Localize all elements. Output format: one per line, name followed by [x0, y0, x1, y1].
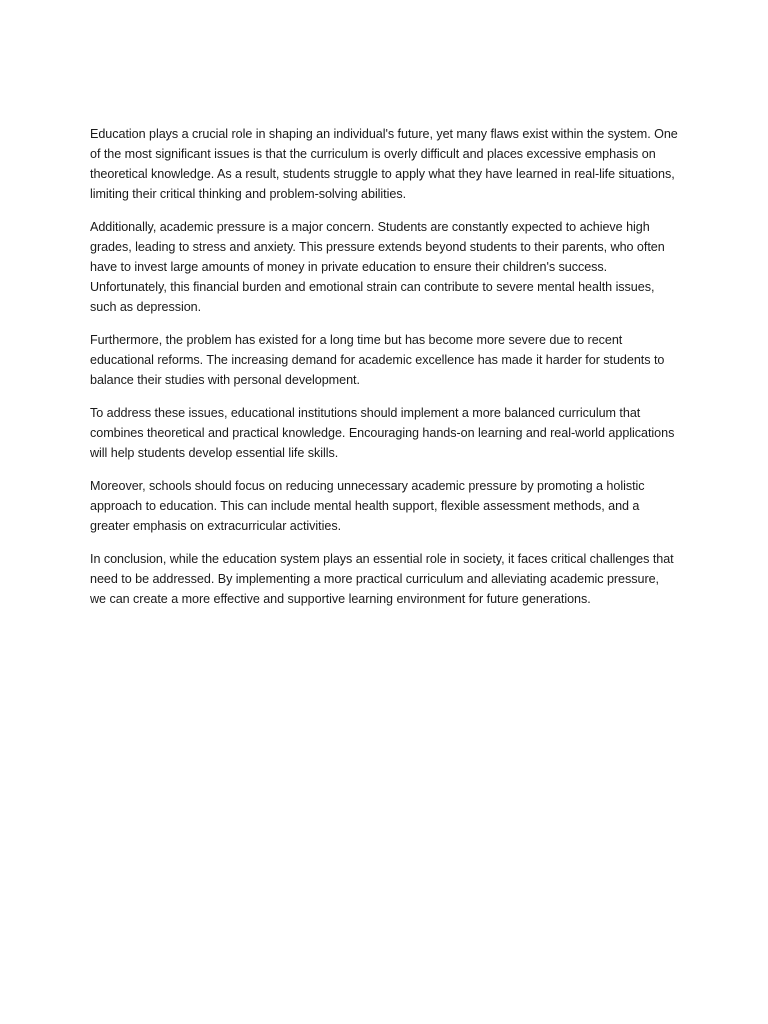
paragraph-2: Additionally, academic pressure is a major concern. Students are constantly expected to achieve high grades, leading to stress and anxiety. This pressure extends beyond students to their parents, who often have to invest large amounts of money in private education to ensure their children's success. Unfortunately, this financial burden and emotional strain can contribute to severe mental health issues, such as depression.: [90, 220, 665, 314]
document-body: [90, 124, 678, 609]
paragraph-4: To address these issues, educational institutions should implement a more balanced curriculum that combines theoretical and practical knowledge. Encouraging hands-on learning and real-world applications will help students develop essential life skills.: [90, 406, 675, 460]
paragraph-1: Education plays a crucial role in shaping an individual's future, yet many flaws exist within the system. One of the most significant issues is that the curriculum is overly difficult and places excessive emphasis on theoretical knowledge. As a result, students struggle to apply what they have learned in real-life situations, limiting their critical thinking and problem-solving abilities.: [90, 127, 678, 201]
paragraph-5: Moreover, schools should focus on reducing unnecessary academic pressure by promoting a holistic approach to education. This can include mental health support, flexible assessment methods, and a greater emphasis on extracurricular activities.: [90, 479, 645, 533]
paragraph-6: In conclusion, while the education system plays an essential role in society, it faces critical challenges that need to be addressed. By implementing a more practical curriculum and alleviating academic pressure, we can create a more effective and supportive learning environment for future generations.: [90, 552, 674, 606]
paragraph-3: Furthermore, the problem has existed for a long time but has become more severe due to recent educational reforms. The increasing demand for academic excellence has made it harder for students to balance their studies with personal development.: [90, 333, 665, 387]
